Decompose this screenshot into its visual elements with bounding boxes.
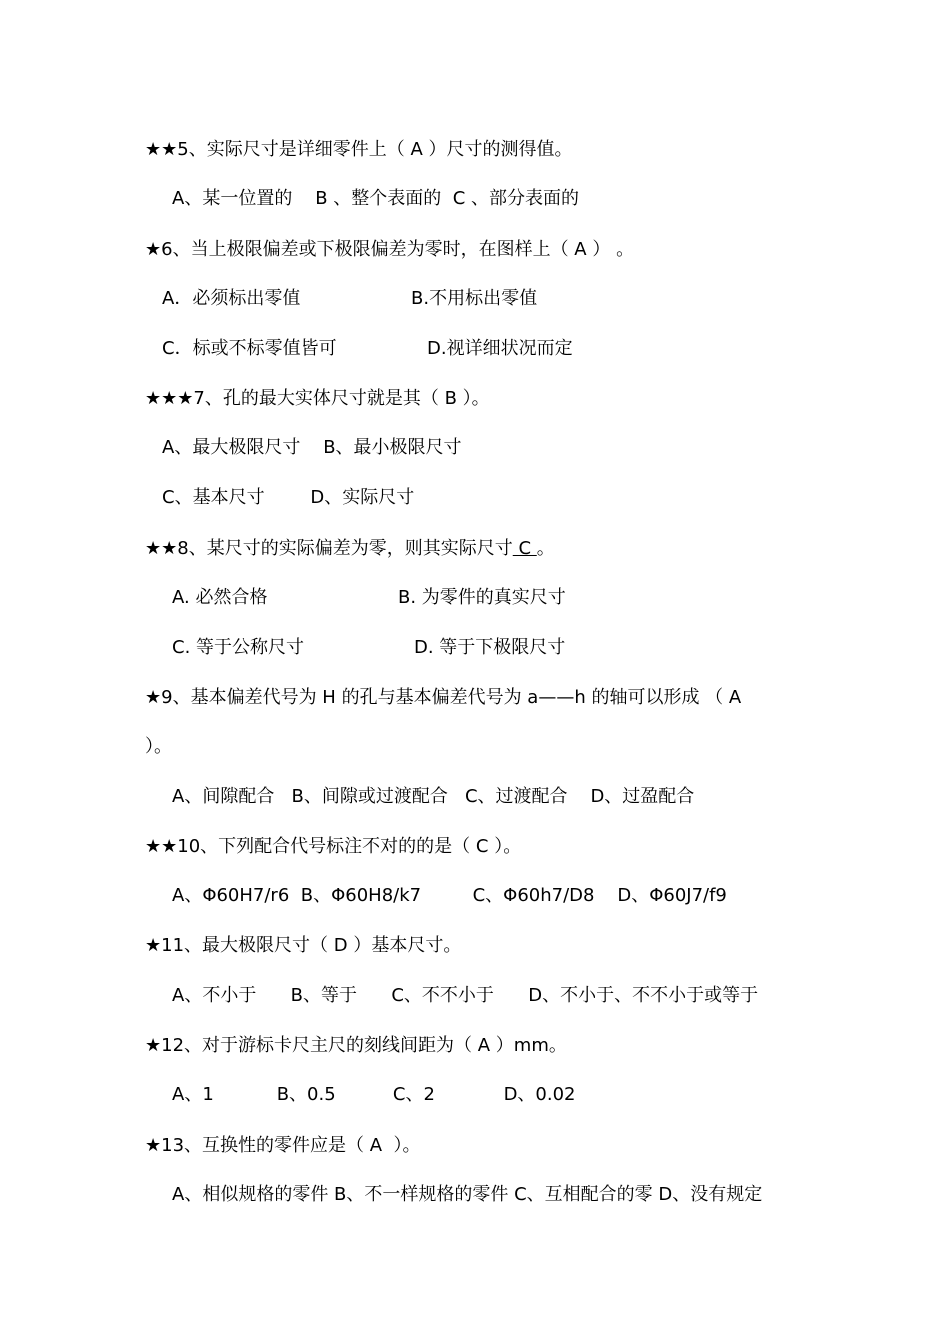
q13-stem: ★13、互换性的零件应是（ A ）。	[145, 1135, 421, 1156]
q10-stem: ★★10、下列配合代号标注不对的的是（ C ）。	[145, 836, 522, 857]
q8-stem-prefix: ★★8、某尺寸的实际偏差为零，则其实际尺寸	[145, 538, 513, 559]
q8-option-a: A. 必然合格	[172, 587, 268, 608]
q12-options: A、1 B、0.5 C、2 D、0.02	[172, 1084, 576, 1105]
q9-stem-line1: ★9、基本偏差代号为 H 的孔与基本偏差代号为 a——h 的轴可以形成 （ A	[145, 687, 742, 708]
q6-option-c: C．标或不标零值皆可	[162, 338, 337, 359]
q10-options: A、Φ60H7/r6 B、Φ60H8/k7 C、Φ60h7/D8 D、Φ60J7/f9	[172, 885, 727, 906]
q8-stem	[145, 537, 555, 561]
q6-option-b: B.不用标出零值	[411, 288, 538, 309]
q7-stem: ★★★7、孔的最大实体尺寸就是其（ B ）。	[145, 388, 490, 409]
q11-stem: ★11、最大极限尺寸（ D ）基本尺寸。	[145, 935, 462, 956]
q8-option-c: C. 等于公称尺寸	[172, 637, 305, 658]
q7-options-cd: C、基本尺寸 D、实际尺寸	[162, 487, 415, 508]
q13-options: A、相似规格的零件 B、不一样规格的零件 C、互相配合的零 D、没有规定	[172, 1184, 763, 1205]
q11-options: A、不小于 B、等于 C、不不小于 D、不小于、不不小于或等于	[172, 985, 759, 1006]
q8-stem-suffix: 。	[536, 538, 555, 559]
q12-stem: ★12、对于游标卡尺主尺的刻线间距为（ A ）mm。	[145, 1035, 567, 1056]
q5-stem: ★★5、实际尺寸是详细零件上（ A ）尺寸的测得值。	[145, 139, 573, 160]
q6-option-d: D.视详细状况而定	[427, 338, 573, 359]
q8-option-d: D. 等于下极限尺寸	[414, 637, 566, 658]
q8-option-b: B. 为零件的真实尺寸	[398, 587, 566, 608]
q8-answer-blank: C	[512, 538, 537, 559]
q5-options: A、某一位置的 B 、整个表面的 C 、部分表面的	[172, 188, 580, 209]
q7-options-ab: A、最大极限尺寸 B、最小极限尺寸	[162, 437, 462, 458]
q6-stem: ★6、当上极限偏差或下极限偏差为零时，在图样上（ A ） 。	[145, 239, 635, 260]
q9-options: A、间隙配合 B、间隙或过渡配合 C、过渡配合 D、过盈配合	[172, 786, 695, 807]
q6-option-a: A．必须标出零值	[162, 288, 301, 309]
q9-stem-line2: ）。	[145, 736, 172, 757]
